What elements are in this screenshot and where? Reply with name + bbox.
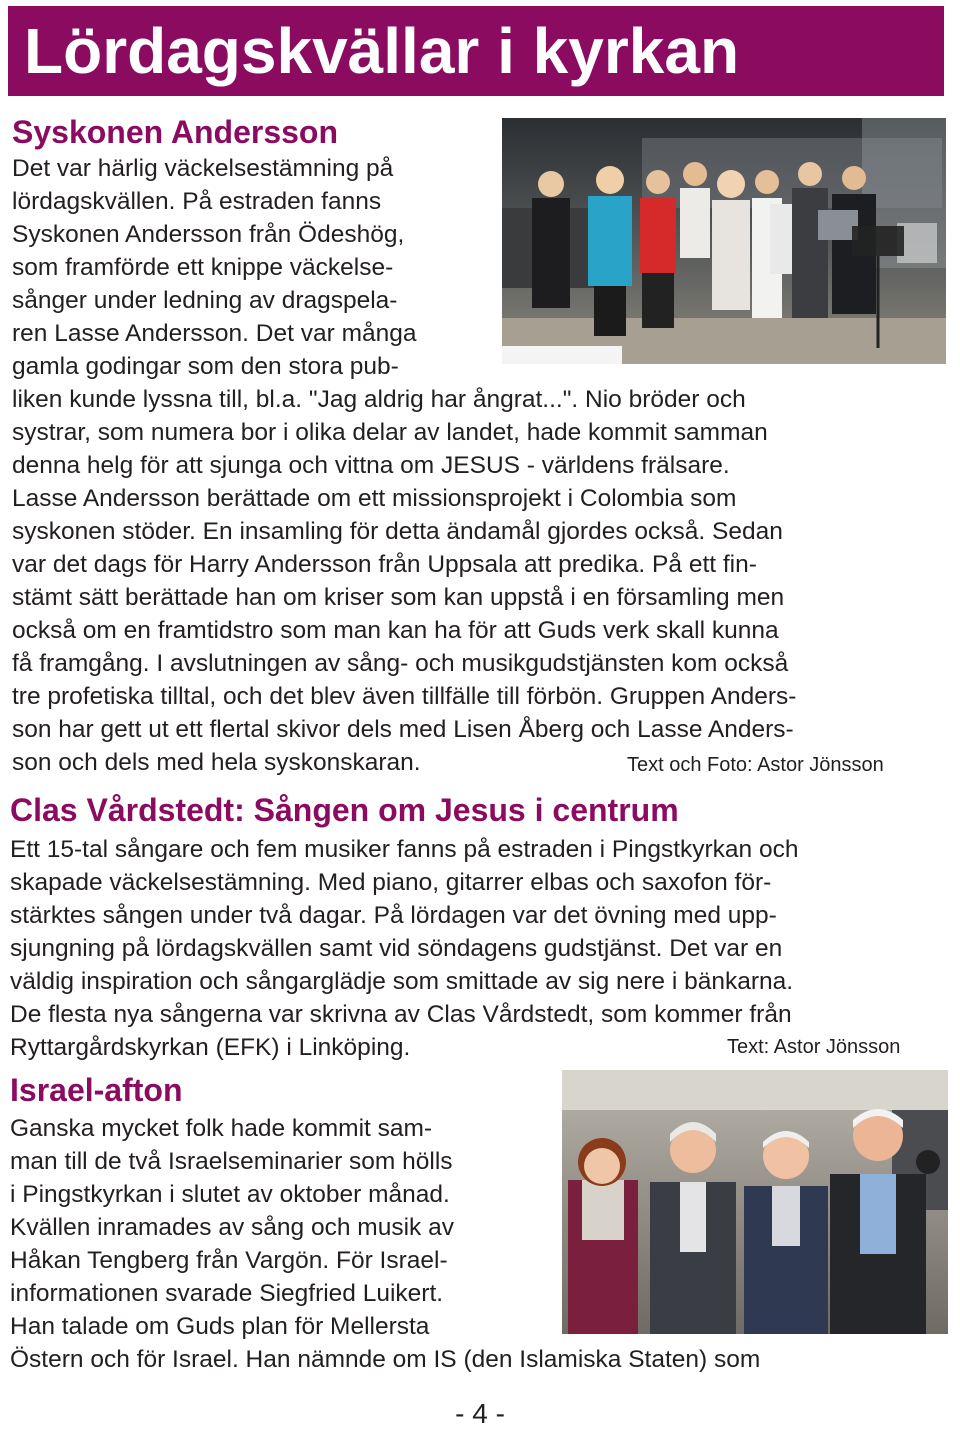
- text-line: Han talade om Guds plan för Mellersta: [10, 1313, 430, 1340]
- text-line: Lasse Andersson berättade om ett missionsprojekt i Colombia som: [12, 485, 737, 512]
- text-line: syskonen stöder. En insamling för detta ändamål gjordes också. Sedan: [12, 518, 783, 545]
- text-line: väldig inspiration och sångarglädje som smittade av sig nere i bänkarna.: [10, 968, 794, 995]
- text-line: ren Lasse Andersson. Det var många: [12, 320, 417, 347]
- text-line: var det dags för Harry Andersson från Uppsala att predika. På ett fin-: [12, 551, 757, 578]
- text-line: denna helg för att sjunga och vittna om JESUS - världens frälsare.: [12, 452, 730, 479]
- title-banner: [8, 6, 944, 96]
- text-line: stärktes sången under två dagar. På lördagen var det övning med upp-: [10, 902, 777, 929]
- text-credit: Text: Astor Jönsson: [727, 1036, 901, 1058]
- israel-afton-photo: [562, 1070, 948, 1334]
- text-line: Syskonen Andersson från Ödeshög,: [12, 221, 405, 248]
- text-line: liken kunde lyssna till, bl.a. "Jag aldrig har ångrat...". Nio bröder och: [12, 386, 746, 413]
- text-line: lördagskvällen. På estraden fanns: [12, 188, 382, 215]
- text-line: tre profetiska tilltal, och det blev även tillfälle till förbön. Gruppen Anders-: [12, 683, 797, 710]
- section-heading-israel-afton: Israel-afton: [10, 1072, 183, 1108]
- text-line: sjungning på lördagskvällen samt vid söndagens gudstjänst. Det var en: [10, 935, 783, 962]
- choir-photo: [502, 118, 946, 364]
- text-line: man till de två Israelseminarier som hölls: [10, 1148, 453, 1175]
- text-line: också om en framtidstro som man kan ha för att Guds verk skall kunna: [12, 617, 779, 644]
- text-line: son har gett ut ett flertal skivor dels med Lisen Åberg och Lasse Anders-: [12, 716, 794, 743]
- page-number: - 4 -: [455, 1398, 505, 1429]
- text-line: informationen svarade Siegfried Luikert.: [10, 1280, 444, 1307]
- text-line: Ganska mycket folk hade kommit sam-: [10, 1115, 433, 1142]
- text-line: systrar, som numera bor i olika delar av landet, hade kommit samman: [12, 419, 768, 446]
- text-line: Det var härlig väckelsestämning på: [12, 155, 394, 182]
- text-line: Håkan Tengberg från Vargön. För Israel-: [10, 1247, 448, 1274]
- text-line: Östern och för Israel. Han nämnde om IS (den Islamiska Staten) som: [10, 1346, 761, 1373]
- photo-credit: Text och Foto: Astor Jönsson: [627, 754, 884, 776]
- text-line: son och dels med hela syskonskaran.: [12, 749, 421, 776]
- text-line: stämt sätt berättade han om kriser som kan uppstå i en församling men: [12, 584, 785, 611]
- text-line: skapade väckelsestämning. Med piano, gitarrer elbas och saxofon för-: [10, 869, 772, 896]
- text-line: Ryttargårdskyrkan (EFK) i Linköping.: [10, 1034, 411, 1061]
- text-line: sånger under ledning av dragspela-: [12, 287, 398, 314]
- text-line: som framförde ett knippe väckelse-: [12, 254, 394, 281]
- text-line: få framgång. I avslutningen av sång- och musikgudstjänsten kom också: [12, 650, 789, 677]
- text-line: Ett 15-tal sångare och fem musiker fanns på estraden i Pingstkyrkan och: [10, 836, 799, 863]
- section-heading-clas-vardstedt: Clas Vårdstedt: Sången om Jesus i centrum: [10, 792, 679, 828]
- text-line: De flesta nya sångerna var skrivna av Clas Vårdstedt, som kommer från: [10, 1001, 792, 1028]
- text-line: gamla godingar som den stora pub-: [12, 353, 399, 380]
- text-line: i Pingstkyrkan i slutet av oktober månad.: [10, 1181, 450, 1208]
- page-title: Lördagskvällar i kyrkan: [24, 15, 740, 87]
- text-line: Kvällen inramades av sång och musik av: [10, 1214, 454, 1241]
- section-heading-syskonen: Syskonen Andersson: [12, 114, 339, 150]
